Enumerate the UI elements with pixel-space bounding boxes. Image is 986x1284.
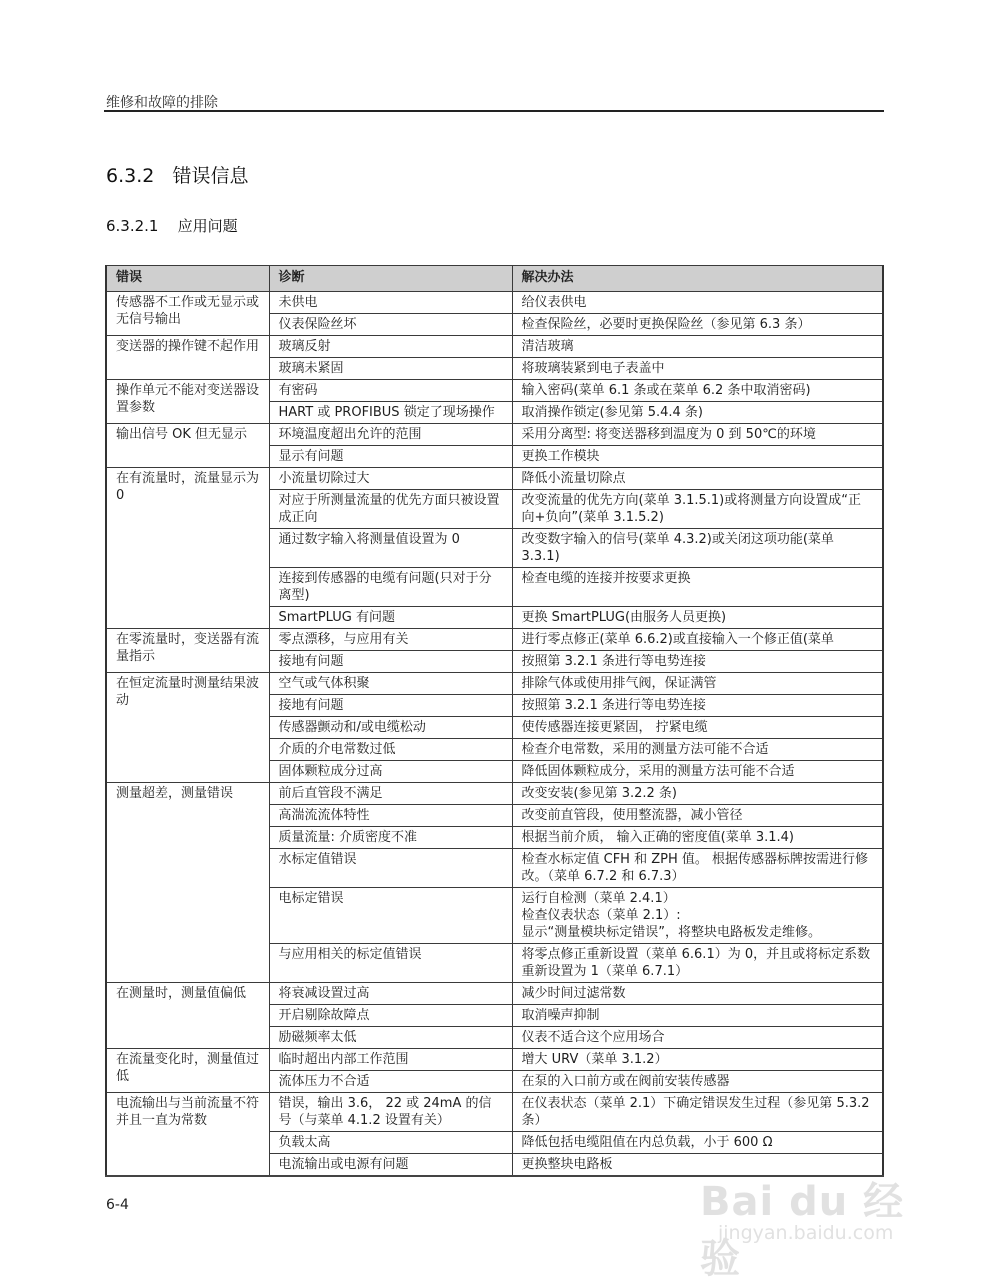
solution-cell: 检查水标定值 CFH 和 ZPH 值。 根据传感器标牌按需进行修改。（菜单 6.7.2 和 6.7.3） bbox=[512, 849, 883, 888]
solution-cell: 采用分离型: 将变送器移到温度为 0 到 50℃的环境 bbox=[512, 424, 883, 446]
table-row bbox=[106, 783, 883, 805]
diagnosis-cell: 电流输出或电源有问题 bbox=[269, 1154, 512, 1177]
solution-cell: 改变数字输入的信号(菜单 4.3.2)或关闭这项功能(菜单 3.3.1) bbox=[512, 529, 883, 568]
solution-cell: 排除气体或使用排气阀，保证满管 bbox=[512, 673, 883, 695]
solution-cell: 将零点修正重新设置（菜单 6.6.1）为 0，并且或将标定系数重新设置为 1（菜单 6.7.1） bbox=[512, 944, 883, 983]
diagnosis-cell: 水标定值错误 bbox=[269, 849, 512, 888]
solution-line: 显示“测量模块标定错误”，将整块电路板发走维修。 bbox=[521, 925, 821, 940]
diagnosis-cell: 对应于所测量流量的优先方面只被设置成正向 bbox=[269, 490, 512, 529]
diagnosis-cell: 电标定错误 bbox=[269, 888, 512, 944]
error-cell: 在有流量时，流量显示为 0 bbox=[106, 468, 269, 629]
error-cell: 电流输出与当前流量不符并且一直为常数 bbox=[106, 1093, 269, 1177]
diagnosis-cell: 前后直管段不满足 bbox=[269, 783, 512, 805]
diagnosis-cell: 质量流量: 介质密度不准 bbox=[269, 827, 512, 849]
solution-cell: 改变流量的优先方向(菜单 3.1.5.1)或将测量方向设置成“正向+负向”(菜单 3.1.5.2) bbox=[512, 490, 883, 529]
section-title: 错误信息 bbox=[172, 165, 249, 187]
solution-cell: 改变前直管段，使用整流器，减小管径 bbox=[512, 805, 883, 827]
solution-cell: 根据当前介质， 输入正确的密度值(菜单 3.1.4) bbox=[512, 827, 883, 849]
solution-cell: 更换工作模块 bbox=[512, 446, 883, 468]
solution-cell: 使传感器连接更紧固， 拧紧电缆 bbox=[512, 717, 883, 739]
solution-cell: 检查保险丝，必要时更换保险丝（参见第 6.3 条） bbox=[512, 314, 883, 336]
diagnosis-cell: 玻璃反射 bbox=[269, 336, 512, 358]
diagnosis-cell: HART 或 PROFIBUS 锁定了现场操作 bbox=[269, 402, 512, 424]
solution-cell: 检查电缆的连接并按要求更换 bbox=[512, 568, 883, 607]
diagnosis-cell: 励磁频率太低 bbox=[269, 1027, 512, 1049]
diagnosis-cell: 显示有问题 bbox=[269, 446, 512, 468]
diagnosis-cell: 玻璃未紧固 bbox=[269, 358, 512, 380]
error-table bbox=[105, 265, 884, 1177]
solution-cell: 检查介电常数，采用的测量方法可能不合适 bbox=[512, 739, 883, 761]
diagnosis-cell: 未供电 bbox=[269, 292, 512, 314]
solution-cell: 取消操作锁定(参见第 5.4.4 条) bbox=[512, 402, 883, 424]
diagnosis-cell: 传感器颤动和/或电缆松动 bbox=[269, 717, 512, 739]
solution-cell: 减少时间过滤常数 bbox=[512, 983, 883, 1005]
diagnosis-cell: 固体颗粒成分过高 bbox=[269, 761, 512, 783]
diagnosis-cell: 有密码 bbox=[269, 380, 512, 402]
table-header-row bbox=[106, 266, 883, 292]
error-cell: 在流量变化时，测量值过低 bbox=[106, 1049, 269, 1093]
diagnosis-cell: 仪表保险丝坏 bbox=[269, 314, 512, 336]
solution-cell: 增大 URV（菜单 3.1.2） bbox=[512, 1049, 883, 1071]
table-row bbox=[106, 292, 883, 314]
column-header-solution: 解决办法 bbox=[512, 266, 883, 292]
solution-cell: 给仪表供电 bbox=[512, 292, 883, 314]
solution-cell: 改变安装(参见第 3.2.2 条) bbox=[512, 783, 883, 805]
subsection-title: 应用问题 bbox=[177, 217, 238, 235]
solution-cell: 取消噪声抑制 bbox=[512, 1005, 883, 1027]
table-row bbox=[106, 983, 883, 1005]
error-cell: 操作单元不能对变送器设置参数 bbox=[106, 380, 269, 424]
baidu-watermark bbox=[690, 1170, 930, 1282]
table-row bbox=[106, 673, 883, 695]
solution-cell: 按照第 3.2.1 条进行等电势连接 bbox=[512, 695, 883, 717]
subsection-heading bbox=[106, 215, 238, 236]
section-heading bbox=[106, 161, 249, 188]
page-number: 6-4 bbox=[106, 1197, 129, 1213]
diagnosis-cell: 开启剔除故障点 bbox=[269, 1005, 512, 1027]
diagnosis-cell: 高湍流流体特性 bbox=[269, 805, 512, 827]
solution-cell: 在仪表状态（菜单 2.1）下确定错误发生过程（参见第 5.3.2 条） bbox=[512, 1093, 883, 1132]
error-cell: 变送器的操作键不起作用 bbox=[106, 336, 269, 380]
diagnosis-cell: 连接到传感器的电缆有问题(只对于分离型) bbox=[269, 568, 512, 607]
running-header-title: 维修和故障的排除 bbox=[106, 95, 218, 111]
diagnosis-cell: 介质的介电常数过低 bbox=[269, 739, 512, 761]
header-rule bbox=[104, 110, 884, 112]
error-cell: 在零流量时，变送器有流量指示 bbox=[106, 629, 269, 673]
solution-line: 运行自检测（菜单 2.4.1） bbox=[521, 891, 676, 906]
error-cell: 输出信号 OK 但无显示 bbox=[106, 424, 269, 468]
solution-cell: 更换整块电路板 bbox=[512, 1154, 883, 1177]
watermark-url: jingyan.baidu.com bbox=[718, 1222, 894, 1244]
solution-cell: 降低包括电缆阻值在内总负载，小于 600 Ω bbox=[512, 1132, 883, 1154]
solution-cell: 降低固体颗粒成分，采用的测量方法可能不合适 bbox=[512, 761, 883, 783]
solution-cell: 清洁玻璃 bbox=[512, 336, 883, 358]
diagnosis-cell: 空气或气体积聚 bbox=[269, 673, 512, 695]
solution-cell: 输入密码(菜单 6.1 条或在菜单 6.2 条中取消密码) bbox=[512, 380, 883, 402]
diagnosis-cell: 环境温度超出允许的范围 bbox=[269, 424, 512, 446]
table-row bbox=[106, 424, 883, 446]
diagnosis-cell: 与应用相关的标定值错误 bbox=[269, 944, 512, 983]
diagnosis-cell: 零点漂移，与应用有关 bbox=[269, 629, 512, 651]
solution-cell: 降低小流量切除点 bbox=[512, 468, 883, 490]
section-number: 6.3.2 bbox=[106, 165, 155, 187]
solution-cell: 更换 SmartPLUG(由服务人员更换) bbox=[512, 607, 883, 629]
diagnosis-cell: 临时超出内部工作范围 bbox=[269, 1049, 512, 1071]
error-cell: 测量超差，测量错误 bbox=[106, 783, 269, 983]
diagnosis-cell: 接地有问题 bbox=[269, 651, 512, 673]
solution-line: 检查仪表状态（菜单 2.1）: bbox=[521, 908, 681, 923]
baidu-logo-icon: Bai du 经验 bbox=[700, 1179, 905, 1282]
diagnosis-cell: 负载太高 bbox=[269, 1132, 512, 1154]
diagnosis-cell: 接地有问题 bbox=[269, 695, 512, 717]
solution-cell: 在泵的入口前方或在阀前安装传感器 bbox=[512, 1071, 883, 1093]
table-row bbox=[106, 629, 883, 651]
table-row bbox=[106, 468, 883, 490]
table-row bbox=[106, 1049, 883, 1071]
solution-cell: 按照第 3.2.1 条进行等电势连接 bbox=[512, 651, 883, 673]
diagnosis-cell: 通过数字输入将测量值设置为 0 bbox=[269, 529, 512, 568]
error-cell: 在测量时，测量值偏低 bbox=[106, 983, 269, 1049]
table-row bbox=[106, 1093, 883, 1132]
error-cell: 传感器不工作或无显示或无信号输出 bbox=[106, 292, 269, 336]
error-cell: 在恒定流量时测量结果波动 bbox=[106, 673, 269, 783]
solution-cell: 将玻璃装紧到电子表盖中 bbox=[512, 358, 883, 380]
column-header-diagnosis: 诊断 bbox=[269, 266, 512, 292]
diagnosis-cell: 将衰减设置过高 bbox=[269, 983, 512, 1005]
subsection-number: 6.3.2.1 bbox=[106, 217, 159, 235]
table-row bbox=[106, 380, 883, 402]
solution-cell bbox=[512, 888, 883, 944]
diagnosis-cell: 错误，输出 3.6， 22 或 24mA 的信号（与菜单 4.1.2 设置有关） bbox=[269, 1093, 512, 1132]
diagnosis-cell: 流体压力不合适 bbox=[269, 1071, 512, 1093]
solution-cell: 进行零点修正(菜单 6.6.2)或直接输入一个修正值(菜单 bbox=[512, 629, 883, 651]
diagnosis-cell: SmartPLUG 有问题 bbox=[269, 607, 512, 629]
table-row bbox=[106, 336, 883, 358]
column-header-error: 错误 bbox=[106, 266, 269, 292]
diagnosis-cell: 小流量切除过大 bbox=[269, 468, 512, 490]
solution-cell: 仪表不适合这个应用场合 bbox=[512, 1027, 883, 1049]
